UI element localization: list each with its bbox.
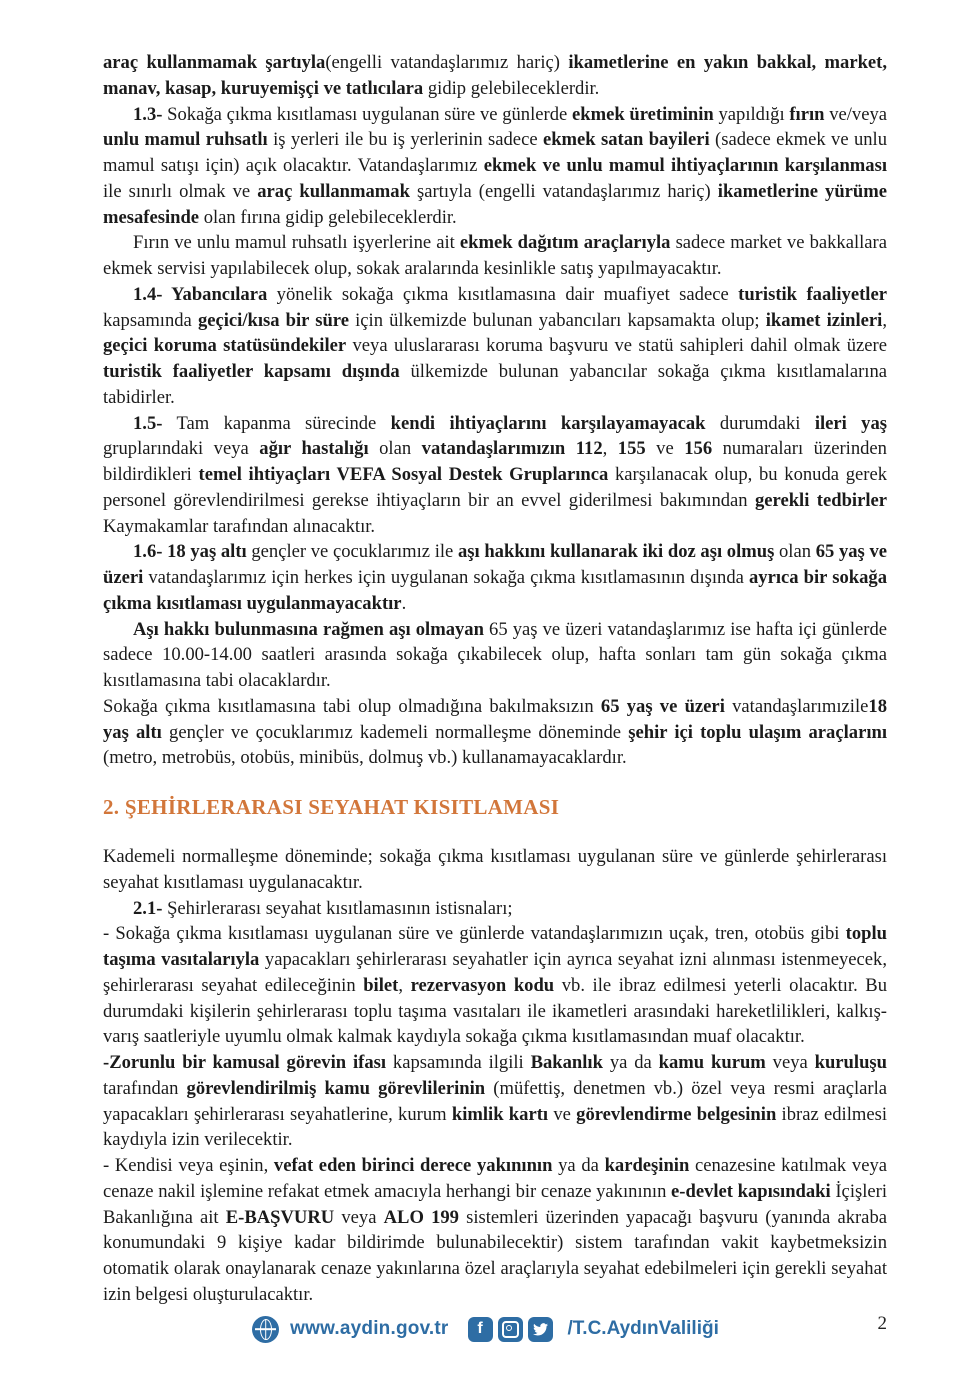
body-text: sistemleri üzerinden yapacağı başvuru (yanında akraba konumundaki 9 kişiye kadar bildirimde bulunabilecektir) sistem tarafından vakit kaybetmeksizin otomatik olarak onaylanarak cenaze yakınlarına özel araçlarıyla seyahat edebilmeleri için gerekli seyahat izin belgesi oluşturulacaktır. (103, 1206, 887, 1305)
body-text: , (602, 438, 618, 460)
emphasis-text: toplu taşıma vasıtalarıyla (103, 923, 887, 970)
body-text: olan (774, 541, 816, 563)
body-text: (sadece ekmek ve unlu mamul satışı için) açık olacaktır. Vatandaşlarımız (103, 129, 888, 176)
body-text: ve (645, 438, 685, 460)
instagram-icon[interactable] (498, 1317, 523, 1342)
emphasis-text: ekmek üretiminin (572, 103, 714, 125)
body-text: şartıyla (engelli vatandaşlarımız hariç) (409, 180, 718, 202)
body-text: veya (765, 1052, 815, 1073)
body-text: Kaymakamlar tarafından alınacaktır. (103, 515, 376, 537)
body-text: , (882, 309, 887, 331)
body-text: Tam kapanma sürecinde (162, 412, 391, 434)
emphasis-text: vatandaşlarımızın 112 (421, 438, 603, 460)
paragraph (103, 844, 887, 896)
body-text: ya da (552, 1155, 605, 1176)
paragraph-group-section2 (103, 844, 887, 1308)
body-text: cenazesine katılmak veya cenaze nakil işlemine refakat etmek amacıyla herhangi bir cenaze yakınının (103, 1155, 887, 1202)
body-text: numaraları üzerinden bildirdikleri (103, 438, 887, 485)
emphasis-text: Bakanlık (530, 1052, 603, 1073)
body-text: olan fırına gidip gelebileceklerdir. (199, 206, 457, 228)
emphasis-text: fırın (789, 103, 825, 125)
paragraph (103, 230, 887, 282)
emphasis-text: E-BAŞVURU (225, 1206, 335, 1228)
emphasis-text: ikametlerine en yakın bakkal, market, manav, kasap, kuruyemişçi ve tatlıcılara (103, 52, 888, 99)
body-text: İçişleri Bakanlığına ait (103, 1180, 887, 1228)
body-text: ve (548, 1103, 577, 1125)
body-text: veya (334, 1206, 384, 1228)
emphasis-text: araç kullanmamak (257, 180, 410, 202)
emphasis-text: 156 (684, 438, 713, 460)
emphasis-text: 18 yaş altı (103, 695, 887, 743)
emphasis-text: turistik faaliyetler kapsamı dışında (103, 361, 400, 382)
paragraph (103, 617, 887, 694)
body-text: ülkemizde bulunan yabancılar sokağa çıkma kısıtlamalarına tabidirler. (103, 361, 887, 408)
emphasis-text: 1.3- (133, 103, 163, 125)
emphasis-text: kuruluşu (814, 1052, 887, 1073)
emphasis-text: ikamet izinleri (765, 309, 883, 331)
paragraph (103, 102, 887, 231)
paragraph (103, 539, 887, 616)
emphasis-text: ekmek ve unlu mamul ihtiyaçlarının karşılanması (483, 155, 887, 176)
body-text: Fırın ve unlu mamul ruhsatlı işyerlerine ait (133, 232, 460, 254)
body-text: yapacakları şehirlerarası seyahatler için ayrıca seyahat izni alınması istenmeyecek, şehirlerarası seyahat edileceğinin (103, 949, 887, 996)
emphasis-text: unlu mamul ruhsatlı (103, 129, 268, 151)
emphasis-text: temel ihtiyaçları VEFA Sosyal Destek Gruplarınca (198, 464, 609, 485)
globe-icon (252, 1316, 279, 1343)
body-text: için ülkemizde bulunan yabancıları kapsamakta olup; (348, 309, 766, 331)
emphasis-text: gerekli tedbirler (755, 489, 887, 511)
paragraph (103, 921, 887, 1050)
body-text: 65 yaş ve üzeri vatandaşlarımız ise hafta içi günlerde sadece 10.00-14.00 saatleri arasında sokağa çıkabilecek olup, hafta sonları tam gün sokağa çıkma kısıtlamasına tabi olacaklardır. (103, 618, 887, 691)
body-text: iş yerleri ile bu iş yerlerinin sadece (267, 129, 543, 151)
paragraph (103, 282, 887, 411)
body-text: vatandaşlarımız için herkes için uygulanan sokağa çıkma kısıtlamasının dışında (143, 567, 749, 588)
body-text: ibraz edilmesi kaydıyla izin verilecektir. (103, 1103, 887, 1151)
page-number: 2 (877, 1313, 887, 1334)
body-text: , (398, 974, 411, 996)
paragraph (103, 896, 887, 922)
body-text: gruplarındaki veya (103, 438, 260, 460)
body-text: - Sokağa çıkma kısıtlaması uygulanan süre ve günlerde vatandaşlarımızın uçak, tren, otobüs gibi (103, 923, 846, 945)
emphasis-text: 65 yaş ve üzeri (600, 695, 725, 717)
body-text: vatandaşlarımızile (724, 695, 869, 717)
body-text: Sokağa çıkma kısıtlaması uygulanan süre ve günlerde (162, 103, 572, 125)
emphasis-text: ekmek dağıtım araçlarıyla (459, 232, 671, 254)
emphasis-text: Aşı hakkı bulunmasına rağmen aşı olmayan (133, 618, 484, 640)
emphasis-text: kardeşinin (604, 1155, 690, 1176)
emphasis-text: 1.5- (133, 412, 163, 434)
social-icons (468, 1317, 553, 1342)
body-text: yapıldığı (713, 103, 790, 125)
emphasis-text: -Zorunlu bir kamusal görevin ifası (103, 1052, 387, 1073)
emphasis-text: görevlendirme belgesinin (576, 1103, 777, 1125)
paragraph (103, 411, 887, 540)
emphasis-text: ekmek satan bayileri (542, 129, 710, 151)
website-url[interactable]: www.aydin.gov.tr (290, 1318, 449, 1339)
emphasis-text: ayrıca bir sokağa çıkma kısıtlaması uygulanmayacaktır (103, 567, 887, 614)
social-handle[interactable]: /T.C.AydınValiliği (567, 1318, 719, 1339)
emphasis-text: 1.4- Yabancılara (133, 283, 268, 305)
body-text: karşılanacak olup, bu konuda gerek personel görevlendirilmesi gerekse ihtiyaçların bir an evvel giderilmesi bakımından (103, 464, 887, 511)
body-text: tarafından (103, 1077, 187, 1099)
emphasis-text: vefat eden birinci derece yakınının (273, 1155, 553, 1176)
emphasis-text: görevlendirilmiş kamu görevlilerinin (186, 1077, 486, 1099)
emphasis-text: turistik faaliyetler (738, 283, 887, 305)
body-text: Sokağa çıkma kısıtlamasına tabi olup olmadığına bakılmaksızın (103, 695, 601, 717)
emphasis-text: kamu kurum (658, 1052, 766, 1073)
body-text: sadece market ve bakkallara ekmek servisi yapılabilecek olup, sokak aralarında kesinlikle satış yapılmayacaktır. (103, 232, 887, 279)
body-text: (müfettiş, denetmen vb.) özel veya resmi araçlarla yapacakları şehirlerarası seyahatlerine, kurum (103, 1077, 887, 1125)
body-text: . (401, 592, 407, 614)
emphasis-text: kimlik kartı (451, 1103, 549, 1125)
facebook-icon[interactable]: f (468, 1317, 493, 1342)
body-text: ve/veya (824, 103, 888, 125)
emphasis-text: bilet (363, 974, 399, 996)
body-text: vb. ile ibraz edilmesi yeterli olacaktır. Bu durumdaki kişilerin şehirlerarası toplu taşıma vasıtaları ile ikametleri arasındaki hareketlilikleri, kalkış-varış saatleriyle uyumlu olmak kalmak kaydıyla sokağa çıkma kısıtlamasından muaf olacaktır. (103, 974, 888, 1048)
body-text: - Kendisi veya eşinin, (103, 1155, 274, 1176)
body-text: gençler ve çocuklarımız kademeli normalleşme döneminde (161, 721, 629, 743)
emphasis-text: 1.6- 18 yaş altı (133, 541, 247, 563)
body-text: Kademeli normalleşme döneminde; sokağa çıkma kısıtlaması uygulanan süre ve günlerde şehirlerarası seyahat kısıtlaması uygulanacaktır. (103, 846, 887, 893)
emphasis-text: ağır hastalığı (259, 438, 369, 460)
paragraph-group-section1 (103, 50, 887, 771)
body-text: veya uluslararası koruma başvuru ve statü sahipleri dahil olmak üzere (346, 335, 887, 357)
page-footer (0, 1306, 971, 1352)
body-text: Şehirlerarası seyahat kısıtlamasının istisnaları; (162, 897, 513, 919)
body-text: kapsamında ilgili (386, 1052, 531, 1073)
body-text: kapsamında (103, 309, 198, 331)
emphasis-text: geçici koruma statüsündekiler (103, 335, 347, 357)
emphasis-text: ileri yaş (814, 412, 888, 434)
emphasis-text: şehir içi toplu ulaşım araçlarını (628, 721, 887, 743)
body-text: olan (368, 438, 422, 460)
paragraph (103, 50, 887, 102)
emphasis-text: 155 (617, 438, 646, 460)
body-text: durumdaki (705, 412, 815, 434)
section-heading: 2. ŞEHİRLERARASI SEYAHAT KISITLAMASI (103, 795, 560, 819)
emphasis-text: araç kullanmamak şartıyla (103, 52, 326, 73)
paragraph (103, 1050, 887, 1153)
emphasis-text: aşı hakkını kullanarak iki doz aşı olmuş (457, 541, 775, 563)
paragraph (103, 694, 887, 771)
emphasis-text: kendi ihtiyaçlarını karşılayamayacak (390, 412, 706, 434)
emphasis-text: rezervasyon kodu (410, 974, 555, 996)
paragraph (103, 1153, 887, 1308)
emphasis-text: 65 yaş ve üzeri (103, 541, 888, 588)
body-text: gençler ve çocuklarımız ile (246, 541, 458, 563)
emphasis-text: ikametlerine yürüme mesafesinde (103, 180, 887, 228)
emphasis-text: ALO 199 (383, 1206, 459, 1228)
emphasis-text: 2.1- (133, 897, 163, 919)
body-text: (metro, metrobüs, otobüs, minibüs, dolmuş vb.) kullanamayacaklardır. (103, 747, 627, 769)
body-text: yönelik sokağa çıkma kısıtlamasına dair muafiyet sadece (267, 283, 739, 305)
document-body (103, 50, 887, 1308)
body-text: ile sınırlı olmak ve (103, 180, 258, 202)
emphasis-text: geçici/kısa bir süre (197, 309, 349, 331)
body-text: gidip gelebileceklerdir. (423, 77, 600, 99)
body-text: ya da (602, 1052, 659, 1073)
emphasis-text: e-devlet kapısındaki (671, 1180, 831, 1202)
twitter-icon[interactable] (528, 1317, 553, 1342)
body-text: (engelli vatandaşlarımız hariç) (325, 52, 569, 73)
